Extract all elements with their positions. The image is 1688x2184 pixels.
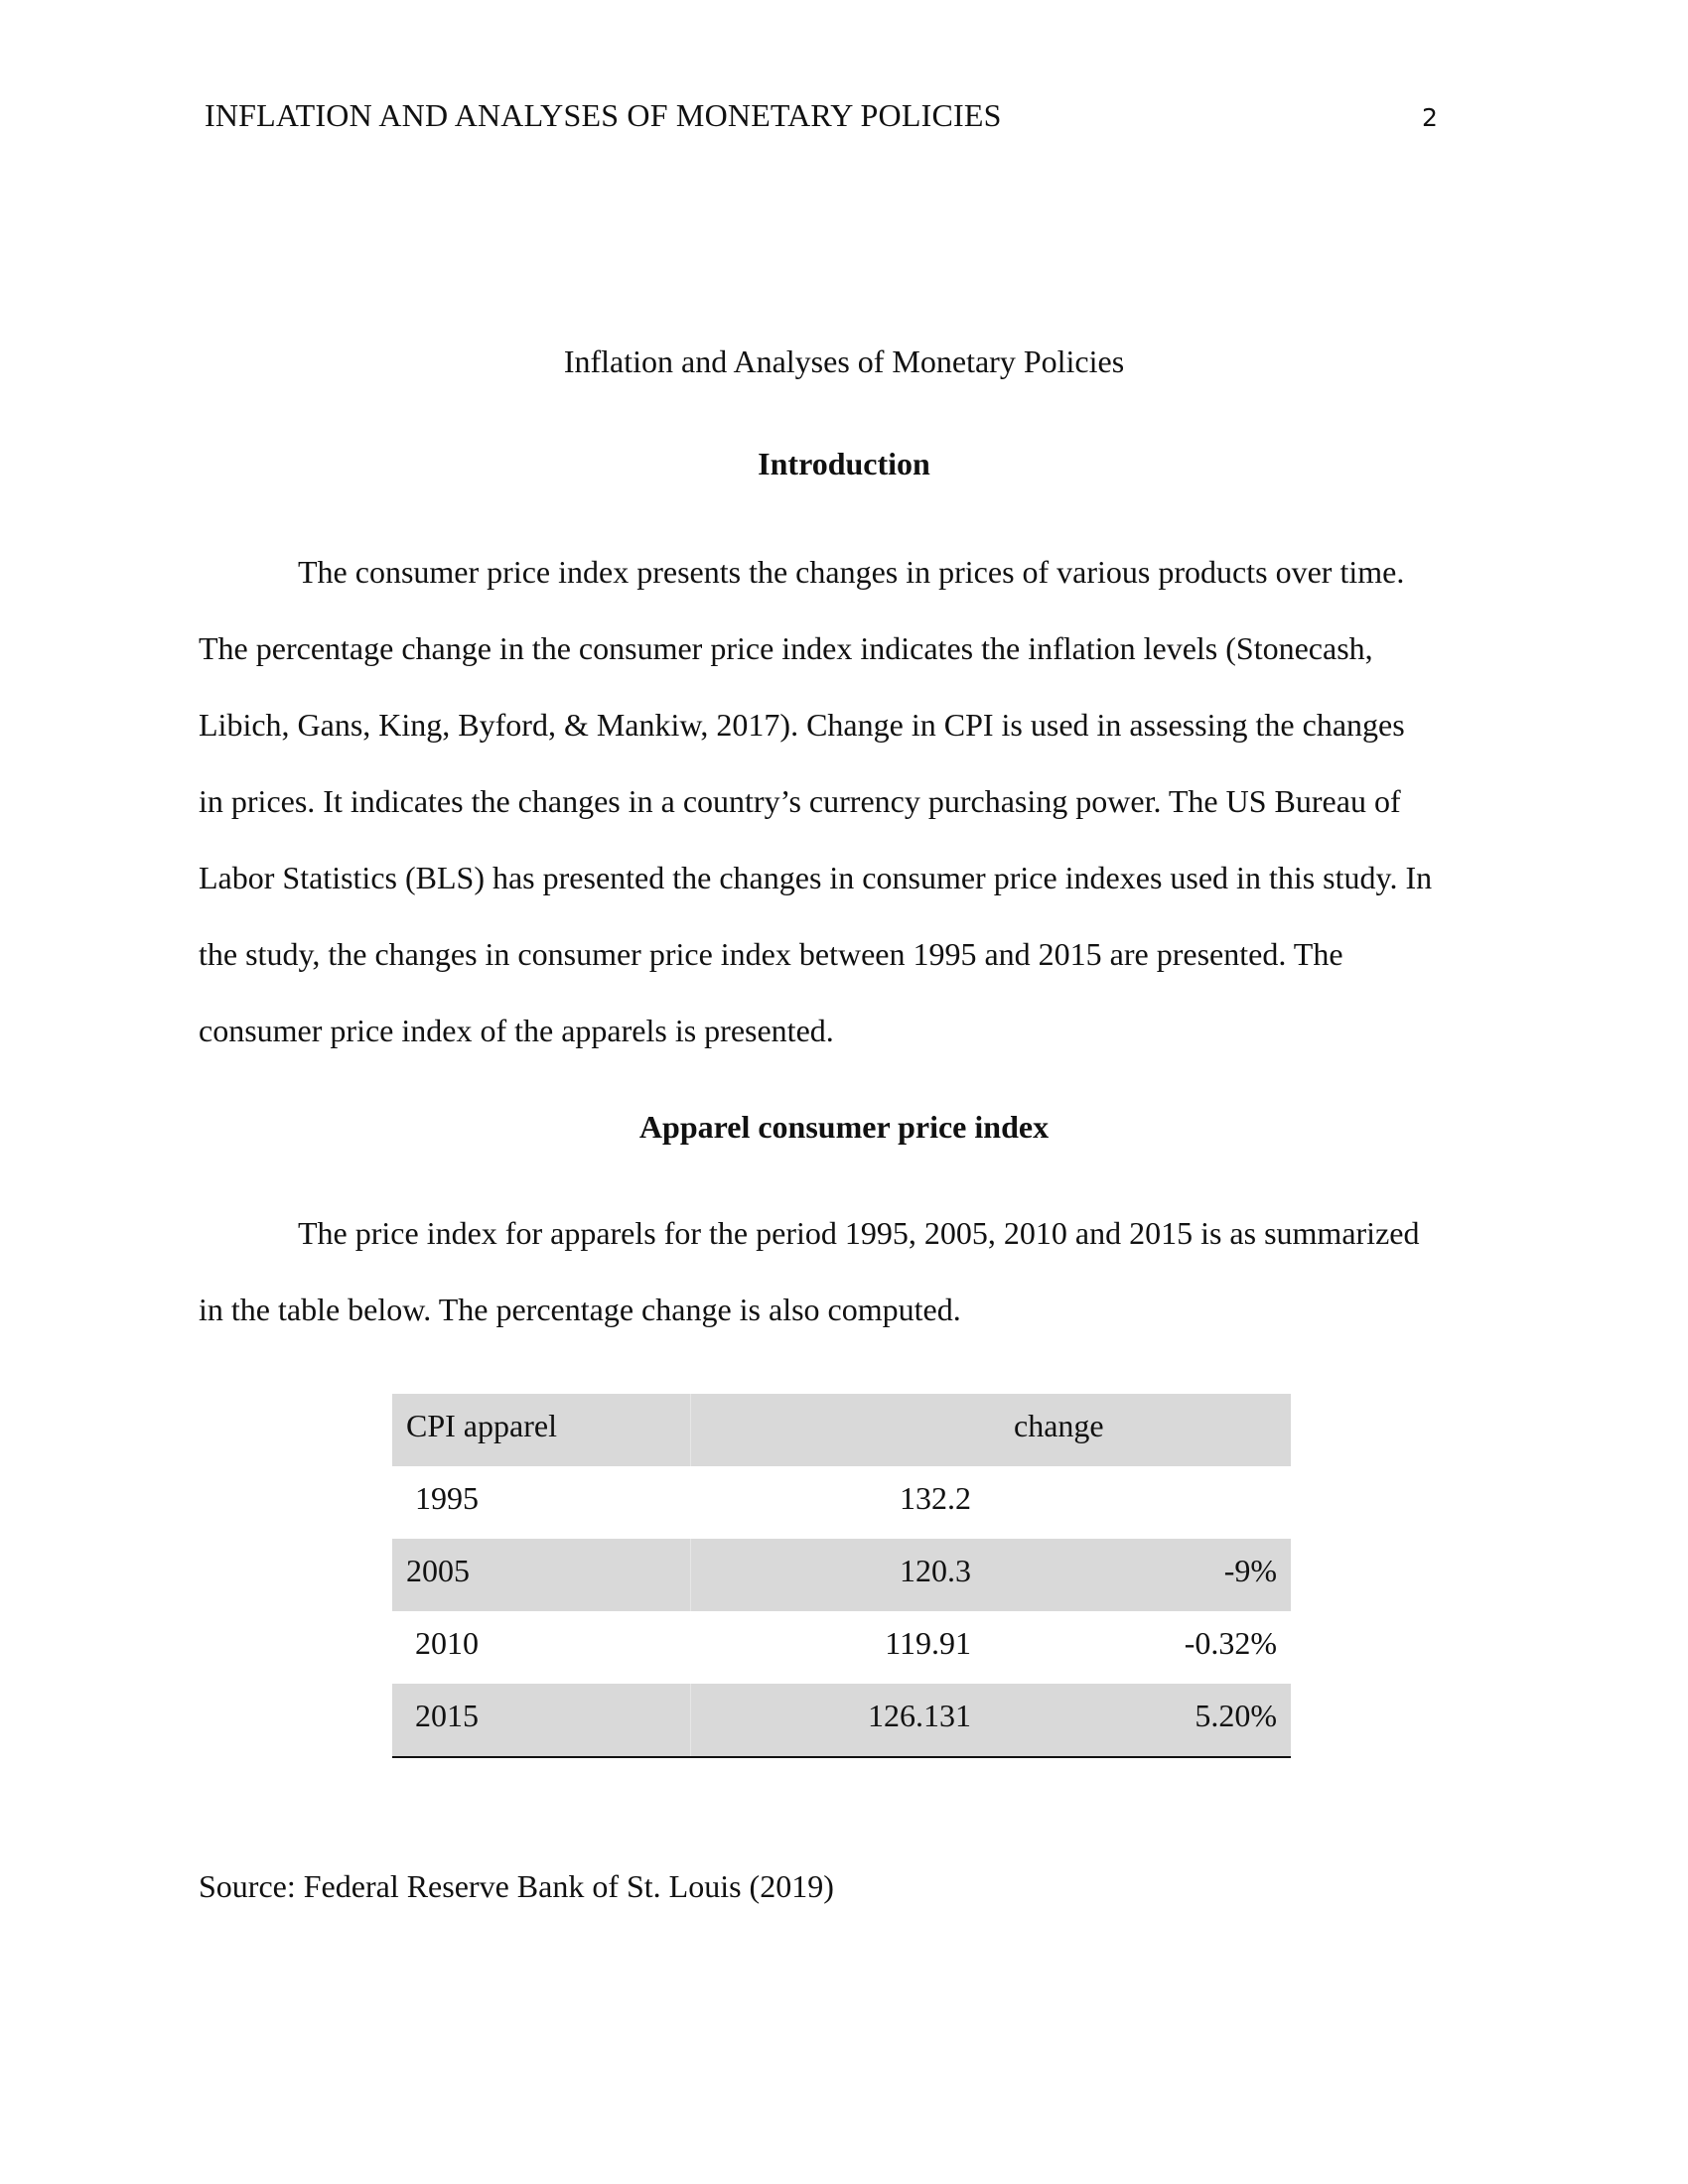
introduction-heading: Introduction	[758, 446, 930, 481]
paragraph-line: the study, the changes in consumer price index between 1995 and 2015 are presented. The	[199, 936, 1343, 972]
header-cpi-apparel: CPI apparel	[406, 1408, 557, 1443]
paragraph-line: Libich, Gans, King, Byford, & Mankiw, 2017). Change in CPI is used in assessing the changes	[199, 707, 1405, 743]
row-change: -9%	[1223, 1553, 1277, 1588]
page-number: 2	[1422, 103, 1438, 132]
apparel-cpi-heading: Apparel consumer price index	[638, 1109, 1050, 1145]
row-value: 126.131	[868, 1698, 971, 1733]
row-value: 132.2	[900, 1480, 971, 1516]
paragraph-line: The price index for apparels for the period 1995, 2005, 2010 and 2015 is as summarized	[298, 1215, 1420, 1251]
row-year: 2015	[415, 1698, 479, 1733]
document-title: Inflation and Analyses of Monetary Policies	[563, 343, 1125, 379]
row-change: 5.20%	[1195, 1698, 1277, 1733]
column-divider	[690, 1684, 691, 1756]
header-change: change	[1014, 1408, 1104, 1443]
paragraph-line: Labor Statistics (BLS) has presented the changes in consumer price indexes used in this study. In	[199, 860, 1433, 895]
paragraph-line: The percentage change in the consumer price index indicates the inflation levels (Stonecash,	[199, 630, 1373, 666]
table-header-row	[392, 1394, 1291, 1466]
source-citation: Source: Federal Reserve Bank of St. Louis (2019)	[199, 1868, 834, 1904]
running-head: INFLATION AND ANALYSES OF MONETARY POLICIES	[205, 97, 1002, 133]
row-value: 120.3	[900, 1553, 971, 1588]
column-divider	[690, 1539, 691, 1611]
column-divider	[690, 1394, 691, 1466]
table-row	[392, 1684, 1291, 1756]
row-change: -0.32%	[1184, 1625, 1277, 1661]
paragraph-line: in prices. It indicates the changes in a country’s currency purchasing power. The US Bureau of	[199, 783, 1401, 819]
paragraph-line: in the table below. The percentage change is also computed.	[199, 1292, 961, 1327]
table-row	[392, 1539, 1291, 1611]
table-row	[392, 1611, 1291, 1684]
row-value: 119.91	[885, 1625, 971, 1661]
row-year: 2005	[406, 1553, 470, 1588]
row-year: 2010	[415, 1625, 479, 1661]
paragraph-line: consumer price index of the apparels is presented.	[199, 1013, 834, 1048]
paragraph-line: The consumer price index presents the changes in prices of various products over time.	[298, 554, 1405, 590]
introduction-paragraph	[199, 534, 1479, 1069]
apparel-paragraph	[199, 1195, 1479, 1348]
cpi-apparel-table	[392, 1394, 1291, 1758]
row-year: 1995	[415, 1480, 479, 1516]
table-row	[392, 1466, 1291, 1539]
